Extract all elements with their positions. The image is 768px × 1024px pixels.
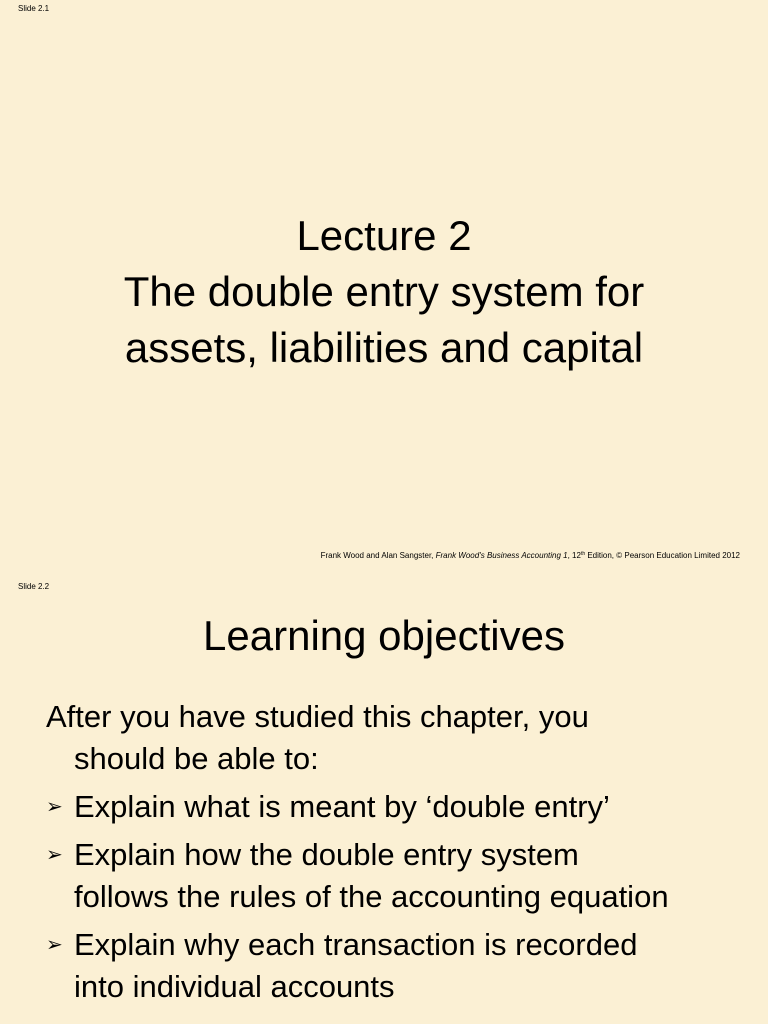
objective-text: into individual accounts xyxy=(74,969,395,1004)
objective-text: Explain how the double entry system xyxy=(74,837,579,872)
copyright-credit xyxy=(321,551,740,561)
credit-authors: Frank Wood and Alan Sangster, xyxy=(320,551,436,560)
title-line: Lecture 2 xyxy=(296,212,472,259)
objective-text: Explain what is meant by ‘double entry’ xyxy=(74,789,610,824)
slide-2-2 xyxy=(0,576,768,1024)
title-line: The double entry system for xyxy=(123,268,645,315)
credit-edition-suffix: th xyxy=(580,551,586,557)
objective-text: Explain why each transaction is recorded xyxy=(74,927,638,962)
intro-text: After you have studied this chapter, you xyxy=(46,699,589,734)
objectives-list xyxy=(46,696,746,1008)
slide-number: Slide 2.2 xyxy=(18,582,50,591)
title-line: assets, liabilities and capital xyxy=(124,324,644,371)
objective-item xyxy=(46,786,746,828)
lecture-title xyxy=(0,208,768,376)
arrow-bullet-icon: ➢ xyxy=(46,796,63,818)
arrow-bullet-icon: ➢ xyxy=(46,844,63,866)
objective-item xyxy=(46,834,746,918)
credit-edition: , 12 xyxy=(567,551,581,560)
objective-item xyxy=(46,924,746,1008)
slide-number: Slide 2.1 xyxy=(18,4,50,13)
section-heading: Learning objectives xyxy=(203,612,565,659)
credit-publisher: Edition, © Pearson Education Limited 2012 xyxy=(585,551,740,560)
objective-text: follows the rules of the accounting equation xyxy=(74,879,669,914)
credit-book-title: Frank Wood's Business Accounting 1 xyxy=(435,551,568,560)
intro-text: should be able to: xyxy=(74,741,319,776)
arrow-bullet-icon: ➢ xyxy=(46,934,63,956)
